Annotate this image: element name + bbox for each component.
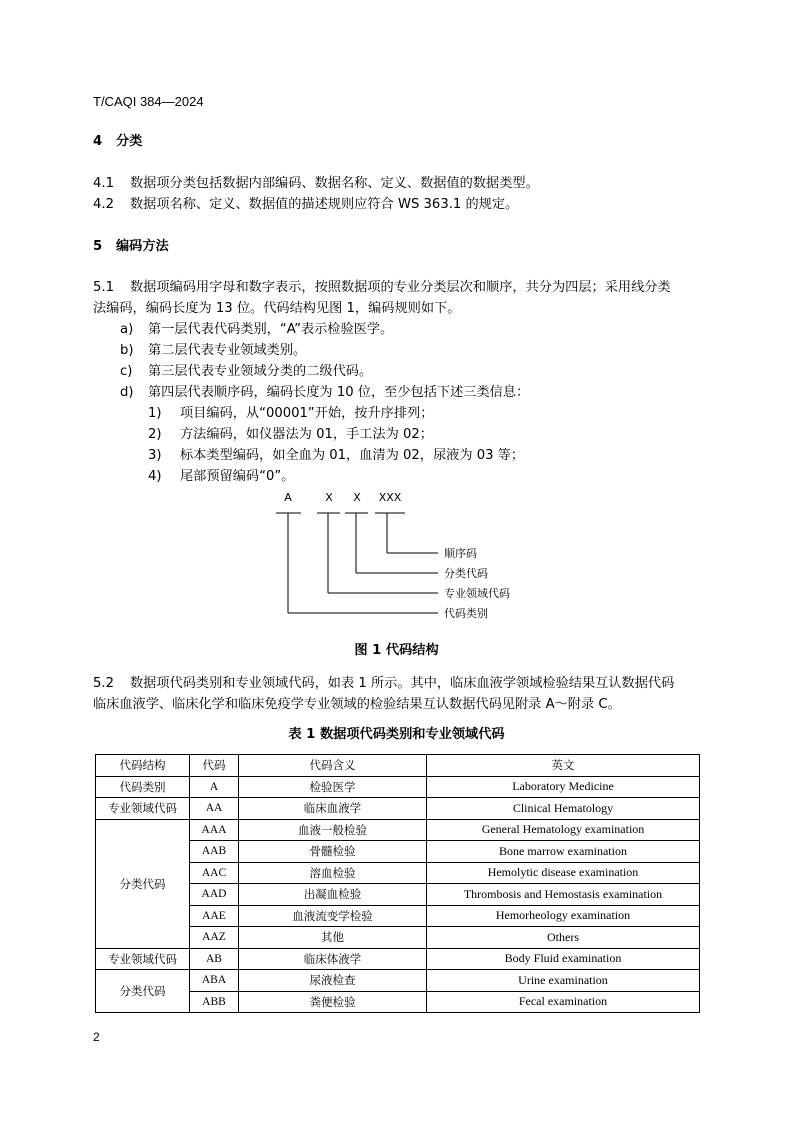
header-english: 英文 [427, 755, 700, 777]
clause-text: 数据项分类包括数据内部编码、数据名称、定义、数据值的数据类型。 [130, 176, 539, 191]
table-header-row [96, 755, 700, 777]
sublist-text: 方法编码，如仪器法为 01，手工法为 02； [180, 427, 433, 442]
code-part-xxx: XXX [378, 491, 402, 504]
header-meaning: 代码含义 [239, 755, 427, 777]
cell-meaning: 出凝血检验 [239, 884, 427, 906]
list-item-c [120, 363, 372, 381]
table-row [96, 776, 700, 798]
cell-structure: 分类代码 [96, 970, 190, 1013]
table-row [96, 970, 700, 992]
label-sequence-code: 顺序码 [444, 547, 477, 560]
sublist-text: 标本类型编码，如全血为 01，血清为 02，尿液为 03 等； [180, 448, 525, 463]
clause-5-2-line2: 临床血液学、临床化学和临床免疫学专业领域的检验结果互认数据代码见附录 A～附录 C。 [93, 697, 621, 712]
cell-code: AAB [190, 841, 239, 863]
cell-english: Hemorheology examination [427, 905, 700, 927]
cell-structure: 专业领域代码 [96, 948, 190, 970]
list-item-d [120, 384, 529, 402]
cell-code: ABA [190, 970, 239, 992]
cell-english: Fecal examination [427, 991, 700, 1013]
list-label: c) [120, 364, 133, 379]
list-text: 第一层代表代码类别，“A”表示检验医学。 [148, 322, 394, 337]
table-row [96, 798, 700, 820]
cell-meaning: 临床体液学 [239, 948, 427, 970]
list-text: 第四层代表顺序码，编码长度为 10 位，至少包括下述三类信息： [148, 385, 530, 400]
list-text: 第三层代表专业领域分类的二级代码。 [148, 364, 373, 379]
label-classification-code: 分类代码 [444, 567, 488, 580]
list-item-a [120, 321, 393, 339]
cell-english: Others [427, 927, 700, 949]
section-number: 4 [93, 134, 103, 149]
cell-code: AAZ [190, 927, 239, 949]
cell-meaning: 血液流变学检验 [239, 905, 427, 927]
sublist-text: 尾部预留编码“0”。 [180, 469, 295, 484]
section-4-heading [93, 133, 142, 151]
list-label: d) [120, 385, 134, 400]
section-title: 分类 [116, 134, 143, 149]
table-1-caption: 表 1 数据项代码类别和专业领域代码 [288, 727, 505, 742]
code-part-a: A [284, 491, 292, 504]
cell-code: AAD [190, 884, 239, 906]
cell-meaning: 尿液检查 [239, 970, 427, 992]
sublist-label: 4) [148, 469, 162, 484]
header-structure: 代码结构 [96, 755, 190, 777]
section-5-heading [93, 238, 169, 256]
table-row [96, 948, 700, 970]
cell-structure: 代码类别 [96, 776, 190, 798]
list-label: a) [120, 322, 134, 337]
sublist-item-1 [148, 405, 433, 423]
clause-text: 数据项编码用字母和数字表示，按照数据项的专业分类层次和顺序，共分为四层；采用线分类 [130, 280, 671, 295]
cell-meaning: 粪便检验 [239, 991, 427, 1013]
list-label: b) [120, 343, 134, 358]
clause-number: 5.2 [93, 676, 114, 691]
cell-structure: 分类代码 [96, 819, 190, 948]
sublist-item-2 [148, 426, 433, 444]
clause-text: 数据项名称、定义、数据值的描述规则应符合 WS 363.1 的规定。 [130, 197, 519, 212]
cell-code: ABB [190, 991, 239, 1013]
figure-1-caption: 图 1 代码结构 [354, 643, 439, 658]
sublist-label: 3) [148, 448, 162, 463]
code-part-x2: X [353, 491, 361, 504]
cell-english: Bone marrow examination [427, 841, 700, 863]
sublist-label: 2) [148, 427, 162, 442]
table-row [96, 819, 700, 841]
sublist-item-4 [148, 468, 294, 486]
section-title: 编码方法 [116, 239, 169, 254]
clause-number: 4.1 [93, 176, 114, 191]
cell-english: Hemolytic disease examination [427, 862, 700, 884]
cell-english: Clinical Hematology [427, 798, 700, 820]
cell-structure: 专业领域代码 [96, 798, 190, 820]
clause-5-1-line1 [93, 279, 671, 297]
sublist-text: 项目编码，从“00001”开始，按升序排列； [180, 406, 434, 421]
cell-english: General Hematology examination [427, 819, 700, 841]
cell-english: Body Fluid examination [427, 948, 700, 970]
cell-code: AB [190, 948, 239, 970]
sublist-label: 1) [148, 406, 162, 421]
cell-code: A [190, 776, 239, 798]
diagram-connector-lines [276, 513, 438, 613]
code-part-x1: X [325, 491, 333, 504]
clause-5-2-line1 [93, 675, 674, 693]
section-number: 5 [93, 239, 103, 254]
list-item-b [120, 342, 306, 360]
cell-meaning: 骨髓检验 [239, 841, 427, 863]
list-text: 第二层代表专业领域类别。 [148, 343, 307, 358]
clause-5-1-line2: 法编码，编码长度为 13 位。代码结构见图 1，编码规则如下。 [93, 301, 461, 316]
sublist-item-3 [148, 447, 524, 465]
clause-text: 数据项代码类别和专业领域代码，如表 1 所示。其中，临床血液学领域检验结果互认数据代码 [130, 676, 675, 691]
clause-number: 5.1 [93, 280, 114, 295]
cell-code: AAE [190, 905, 239, 927]
cell-meaning: 检验医学 [239, 776, 427, 798]
clause-4-2 [93, 196, 518, 214]
cell-code: AAC [190, 862, 239, 884]
cell-english: Urine examination [427, 970, 700, 992]
cell-english: Laboratory Medicine [427, 776, 700, 798]
cell-meaning: 临床血液学 [239, 798, 427, 820]
cell-code: AA [190, 798, 239, 820]
label-code-category: 代码类别 [444, 607, 488, 620]
standard-code-header: T/CAQI 384—2024 [93, 94, 204, 109]
clause-number: 4.2 [93, 197, 114, 212]
label-domain-code: 专业领域代码 [444, 587, 510, 600]
cell-meaning: 其他 [239, 927, 427, 949]
clause-4-1 [93, 175, 539, 193]
cell-code: AAA [190, 819, 239, 841]
code-structure-diagram [270, 485, 530, 625]
page-number: 2 [93, 1030, 100, 1044]
cell-english: Thrombosis and Hemostasis examination [427, 884, 700, 906]
code-table [95, 754, 700, 1013]
header-code: 代码 [190, 755, 239, 777]
cell-meaning: 血液一般检验 [239, 819, 427, 841]
cell-meaning: 溶血检验 [239, 862, 427, 884]
